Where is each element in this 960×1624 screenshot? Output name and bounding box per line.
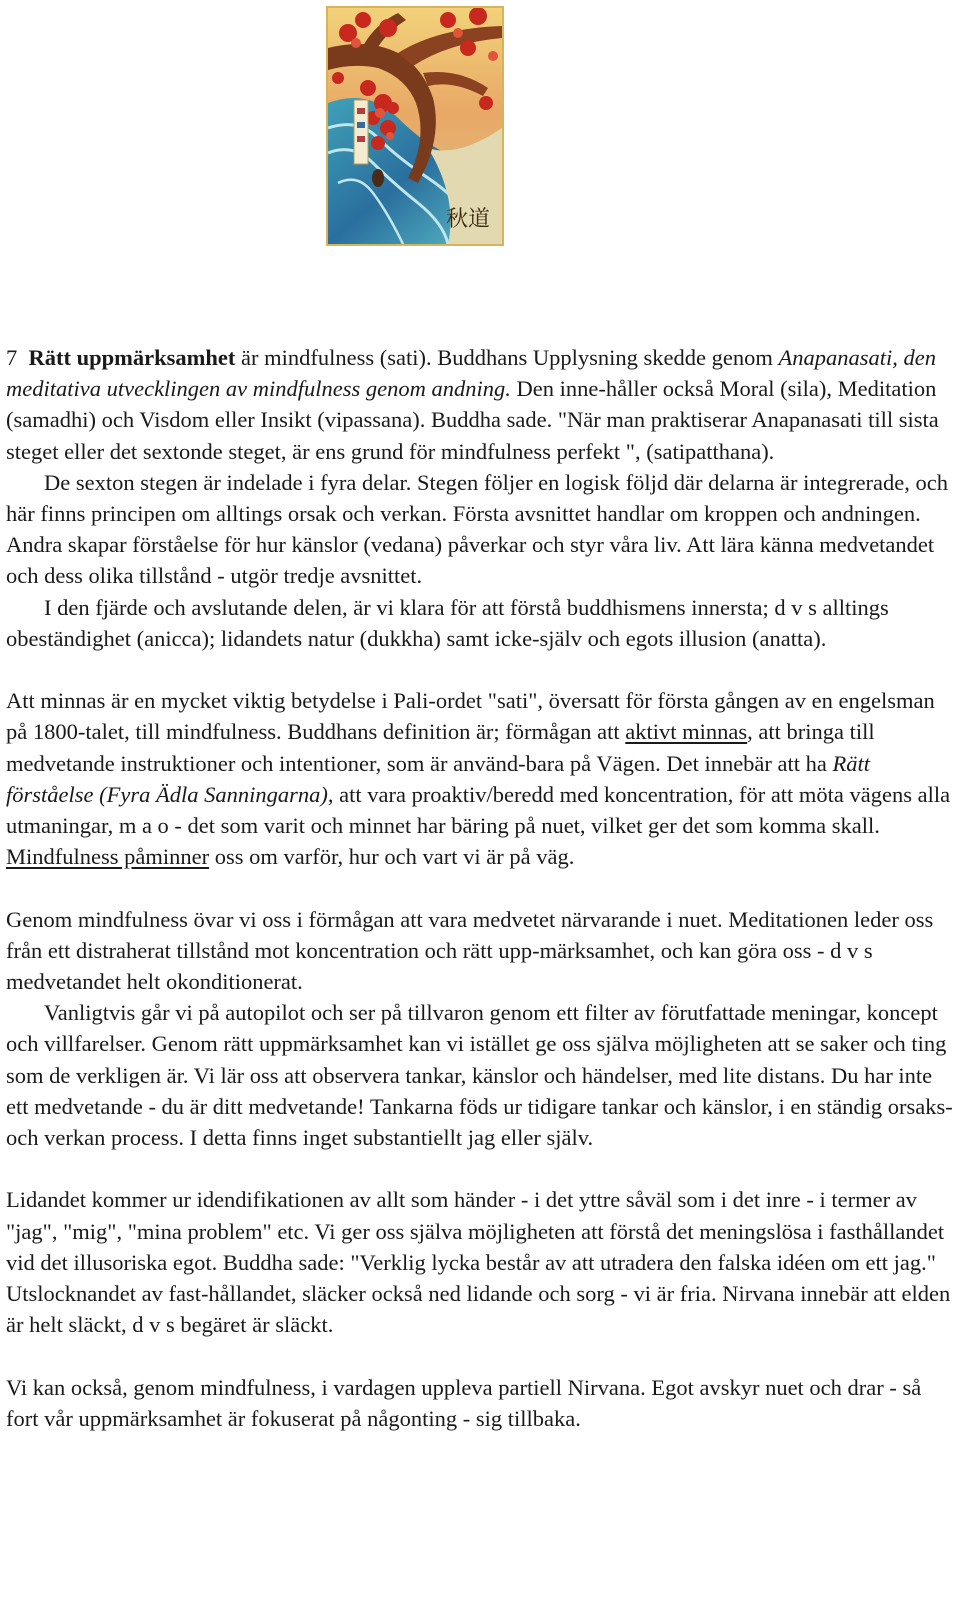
paragraph-5: Genom mindfulness övar vi oss i förmågan att vara medvetet närvarande i nuet. Meditationen leder oss från ett distraherat tillstånd mot koncentration och rätt upp-märksamhet, och kan göra oss - d v s medvetandet helt okonditionerat. xyxy=(6,906,934,995)
paragraph-1-text-b: Den inne-håller också Moral (sila), Meditation (samadhi) och Visdom eller Insikt (vipassana). Buddha sade. "När man praktiserar Anapanasati till sista steget eller det sextonde steget, är ens grund för mindfulness perfekt ", (satipatthana). xyxy=(6,376,939,464)
paragraph-3: I den fjärde och avslutande delen, är vi klara för att förstå buddhismens innersta; d v s alltings obeständighet (anicca); lidandets natur (dukkha) samt icke-själv och egots illusion (anatta). xyxy=(6,594,889,651)
paragraph-1-text-a: är mindfulness (sati). Buddhans Upplysning skedde genom xyxy=(235,345,779,370)
paragraph-8: Vi kan också, genom mindfulness, i vardagen uppleva partiell Nirvana. Egot avskyr nuet och drar - så fort vår uppmärksamhet är fokuserat på någonting - sig tillbaka. xyxy=(6,1374,922,1431)
paragraph-4-italic: Rätt förståelse (Fyra Ädla Sanningarna) xyxy=(6,750,871,807)
paragraph-1-italic: Anapanasati, den meditativa utvecklingen av mindfulness genom andning. xyxy=(6,345,936,402)
paragraph-4-text-b: , att bringa till medvetande instruktioner och intentioner, som är använd-bara på Vägen. Det innebär att ha xyxy=(6,719,875,776)
paragraph-1 xyxy=(6,342,958,467)
article-body xyxy=(6,342,958,1434)
section-heading: Rätt uppmärksamhet xyxy=(28,345,236,370)
paragraph-6: Vanligtvis går vi på autopilot och ser på tillvaron genom ett filter av förutfattade meningar, koncept och villfarelser. Genom rätt uppmärksamhet kan vi istället ge oss själva möjligheten att se saker och ting som de verkligen är. Vi lär oss att observera tankar, känslor och händelser, med lite distans. Du har inte ett medvetande - du är ditt medvetande! Tankarna föds ur tidigare tankar och känslor, i en ständig orsaks- och verkan process. I detta finns inget substantiellt jag eller själv. xyxy=(6,1000,953,1151)
underlined-aktivt-minnas: aktivt minnas xyxy=(625,719,748,745)
underlined-mindfulness-paminner: Mindfulness påminner xyxy=(6,844,210,870)
paragraph-4-text-a: Att minnas är en mycket viktig betydelse i Pali-ordet "sati", översatt för första gången av en engelsman på 1800-talet, till mindfulness. Buddhans definition är; förmågan att xyxy=(6,688,935,745)
paragraph-4-text-c: , att vara proaktiv/beredd med koncentration, för att möta vägens alla utmaningar, m a o - det som varit och minnet har bäring på nuet, vilket ger det som komma skall. xyxy=(6,781,951,839)
maple-tree-image xyxy=(328,8,502,244)
paragraph-4 xyxy=(6,685,958,872)
artwork-caption: 秋道 xyxy=(446,207,491,232)
paragraph-7: Lidandet kommer ur idendifikationen av allt som händer - i det yttre såväl som i det inre - i termer av "jag", "mig", "mina problem" etc. Vi ger oss själva möjligheten att förstå det meningslösa i fasthållandet vid det illusoriska egot. Buddha sade: "Verklig lycka består av att utradera den falska idéen om ett jag." Utslocknandet av fast-hållandet, släcker också ned lidande och sorg - vi är fria. Nirvana innebär att elden är helt släckt, d v s begäret är släckt. xyxy=(6,1187,951,1338)
paragraph-2: De sexton stegen är indelade i fyra delar. Stegen följer en logisk följd där delarna är integrerade, och här finns principen om alltings orsak och verkan. Första avsnittet handlar om kroppen och andningen. Andra skapar förståelse för hur känslor (vedana) påverkar och styr våra liv. Att lära känna medvetandet och dess olika tillstånd - utgör tredje avsnittet. xyxy=(6,469,949,589)
section-number: 7 xyxy=(6,345,18,370)
paragraph-4-text-d: oss om varför, hur och vart vi är på väg. xyxy=(209,844,575,870)
autumn-maple-artwork xyxy=(326,6,504,246)
